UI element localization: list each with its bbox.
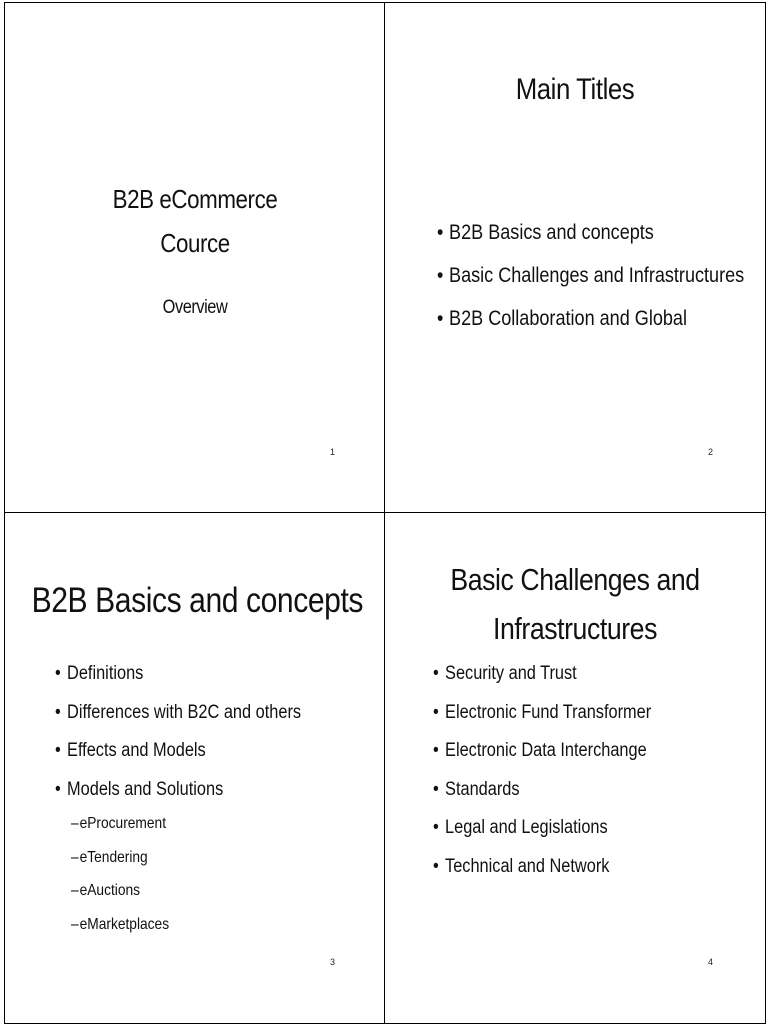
slide-3-number: 3 [330,957,336,967]
slide-1-title-line2: Cource [160,228,230,258]
slide-4-bullet: • Legal and Legislations [433,809,651,848]
slide-4-bullet: • Electronic Data Interchange [433,732,651,771]
bullet-icon: • [55,663,61,684]
bullet-icon: • [433,778,439,800]
slide-3-subbullet-list [71,807,169,941]
slide-4-bullet-list [433,655,651,886]
slide-4-bullet: • Security and Trust [433,655,651,694]
bullet-icon: • [433,701,439,723]
dash-icon: – [71,848,79,866]
slide-2 [384,2,766,514]
slide-3-bullet: • Effects and Models [55,732,301,771]
bullet-icon: • [433,817,439,838]
slide-1-title-line1: B2B eCommerce [112,184,278,214]
slide-4-bullet: • Technical and Network [433,848,651,887]
slide-2-bullet-list [437,211,744,340]
bullet-icon: • [437,264,444,287]
bullet-icon: • [437,221,444,244]
slide-3-subbullet: –eMarketplaces [71,908,169,942]
slide-3-bullet: • Definitions [55,655,301,694]
dash-icon: – [71,882,79,899]
slide-4-bullet: • Standards [433,771,651,810]
slide-4-title [412,555,739,653]
slide-4-title-line1: Basic Challenges and [450,562,700,597]
slide-3 [4,512,386,1024]
slide-1-number: 1 [330,447,336,457]
slide-1 [4,2,386,514]
slide-3-title: B2B Basics and concepts [31,581,364,620]
slide-3-subbullet: –eAuctions [71,874,169,908]
slide-2-number: 2 [708,447,714,457]
slide-4 [384,512,766,1024]
slide-3-subbullet: –eTendering [71,841,169,875]
slide-4-title-line2: Infrastructures [493,611,657,646]
slide-2-title: Main Titles [515,73,635,106]
slide-3-subbullet: –eProcurement [71,807,169,841]
bullet-icon: • [433,663,439,684]
slide-1-subtitle: Overview [162,297,228,318]
slide-3-bullet: • Differences with B2C and others [55,694,301,733]
bullet-icon: • [55,778,61,800]
bullet-icon: • [437,307,444,330]
slide-2-bullet: • B2B Basics and concepts [437,211,744,254]
slide-4-number: 4 [708,957,714,967]
slide-1-title [32,183,359,259]
slide-2-bullet: • Basic Challenges and Infrastructures [437,254,744,297]
slide-2-bullet: • B2B Collaboration and Global [437,297,744,340]
bullet-icon: • [55,701,61,723]
bullet-icon: • [433,855,439,877]
dash-icon: – [71,815,79,832]
bullet-icon: • [433,740,439,761]
slide-3-bullet-list [55,655,301,809]
bullet-icon: • [55,740,61,761]
dash-icon: – [71,915,79,933]
slide-3-bullet: • Models and Solutions [55,771,301,810]
slide-4-bullet: • Electronic Fund Transformer [433,694,651,733]
